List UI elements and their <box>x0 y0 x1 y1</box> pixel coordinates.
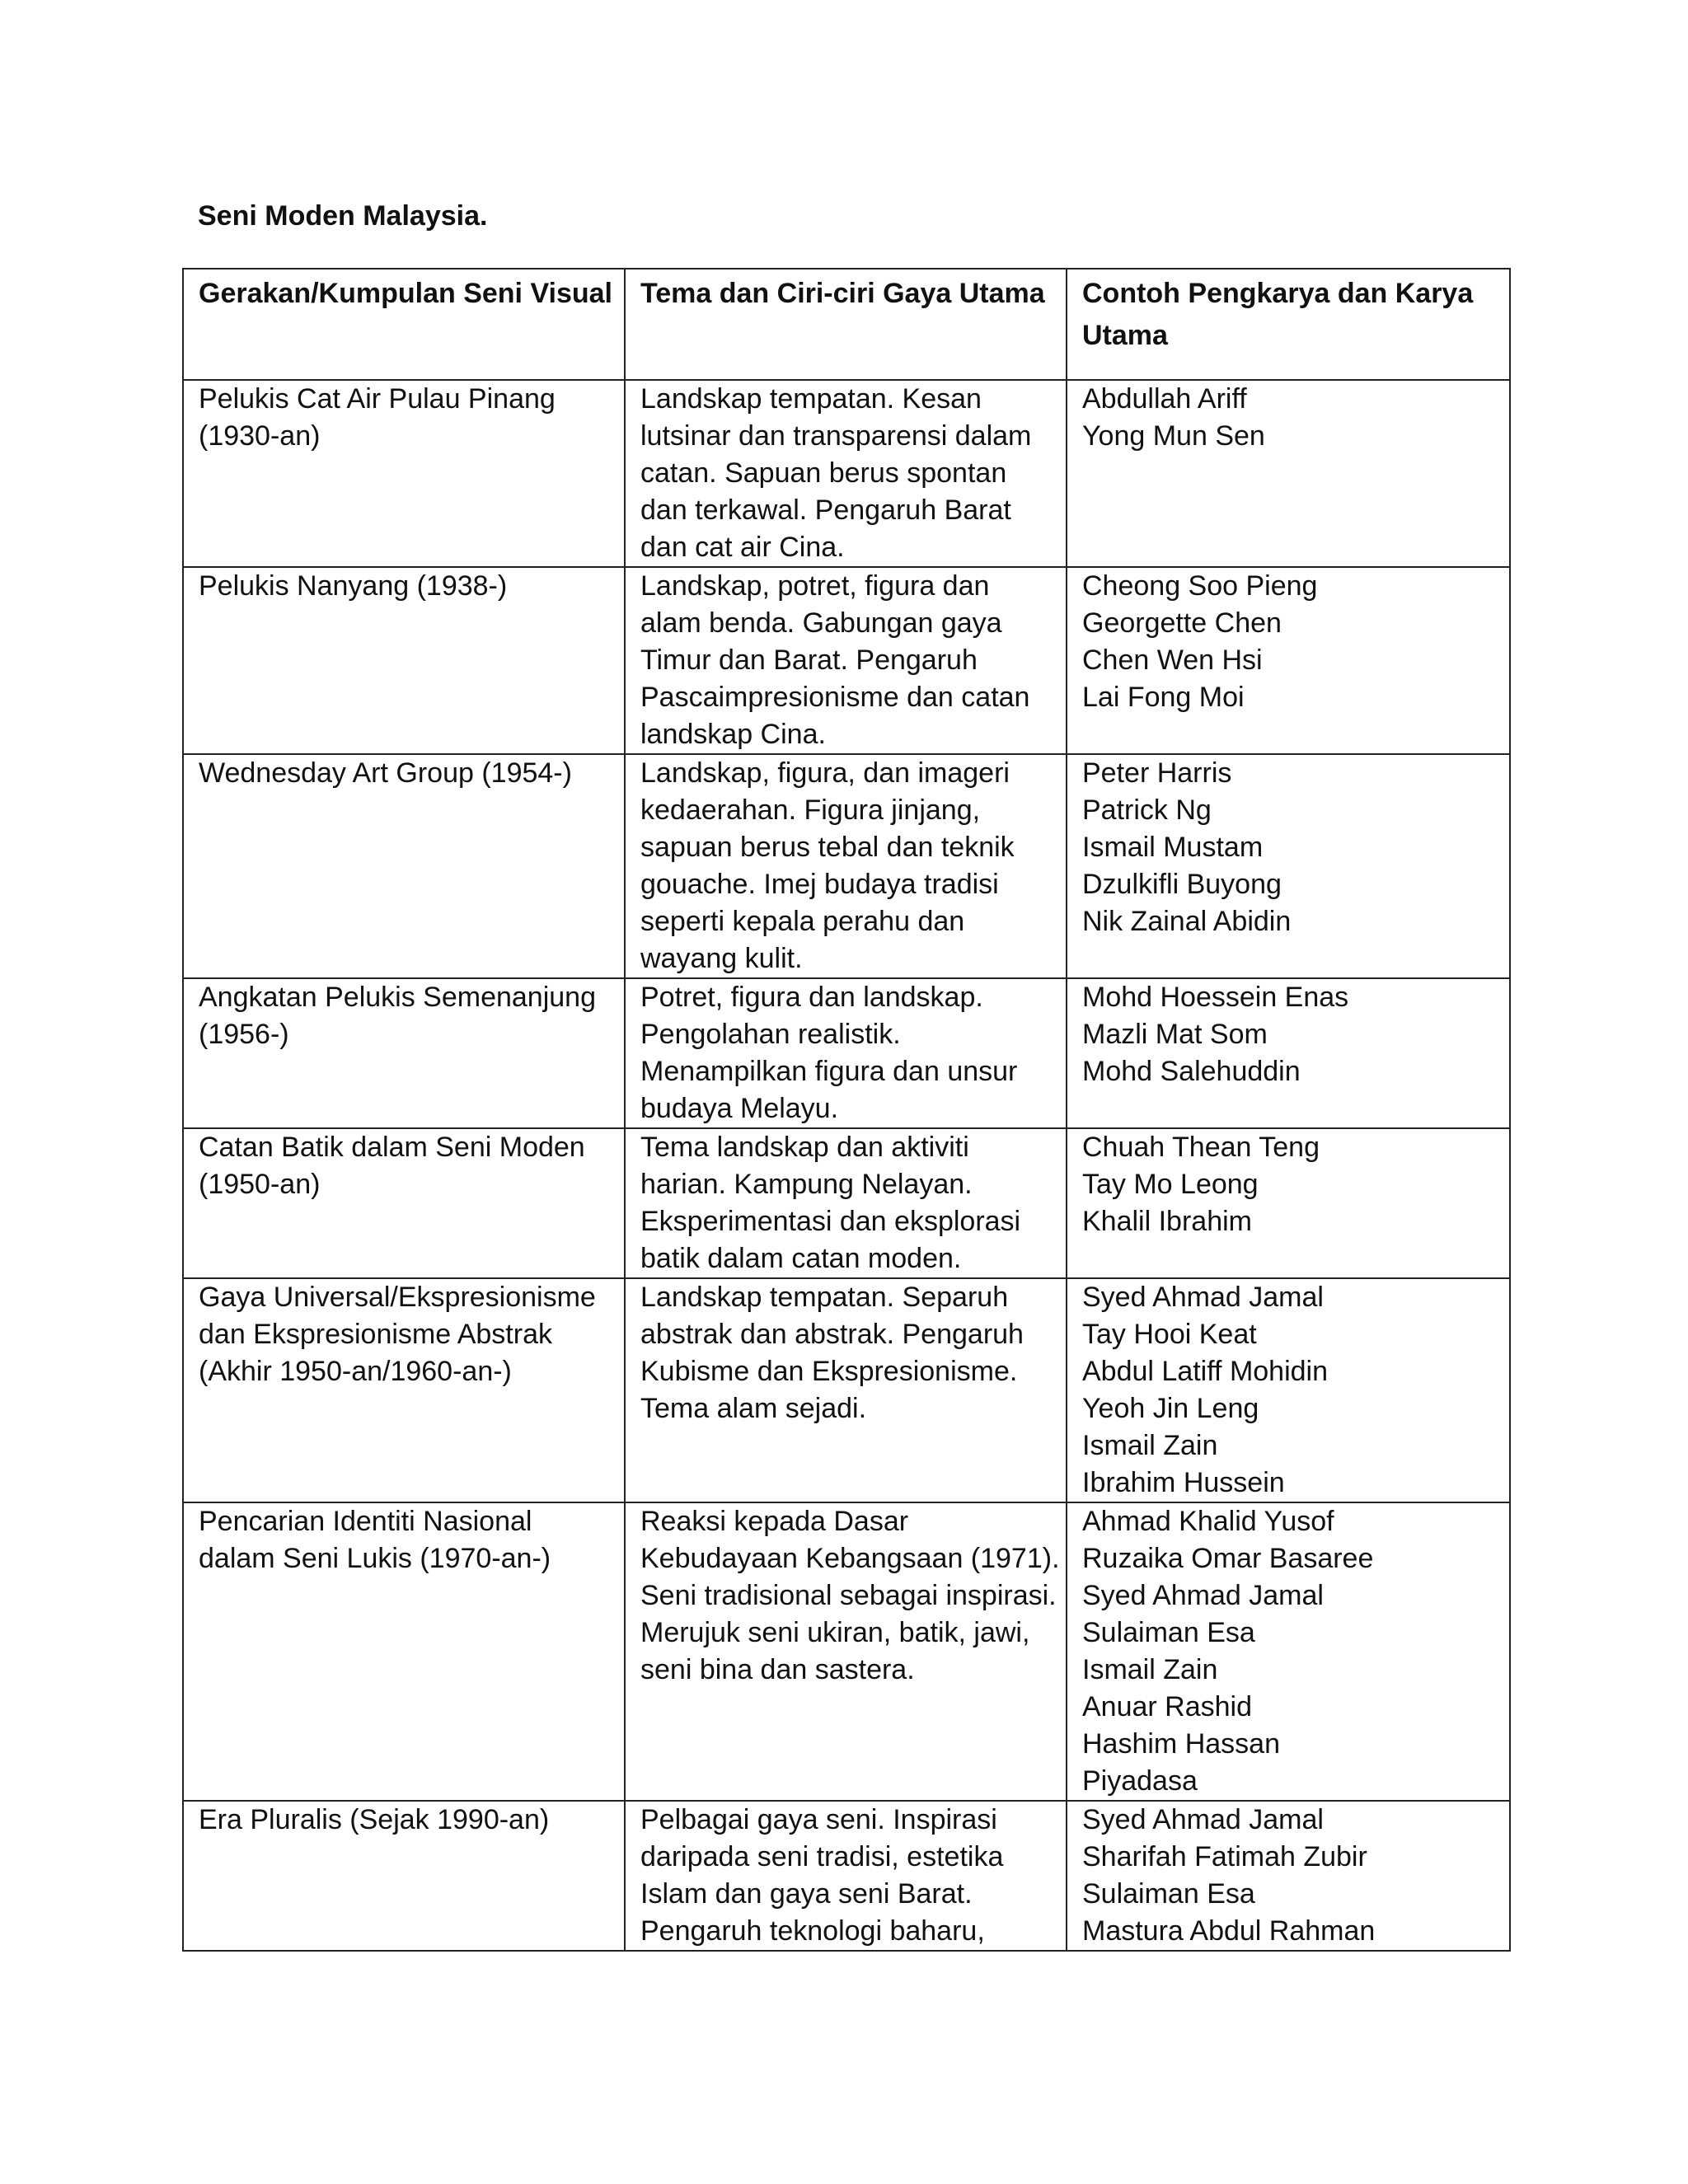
cell-line: daripada seni tradisi, estetika <box>640 1841 1004 1872</box>
cell-line: Tay Mo Leong <box>1082 1169 1259 1200</box>
cell-line: Ismail Zain <box>1082 1654 1218 1685</box>
cell-line: sapuan berus tebal dan teknik <box>640 832 1015 863</box>
cell-movement <box>183 978 625 1128</box>
cell-line: catan. Sapuan berus spontan <box>640 457 1007 489</box>
cell-line: Pascaimpresionisme dan catan <box>640 682 1030 713</box>
cell-line: Pengaruh teknologi baharu, <box>640 1915 985 1947</box>
cell-line: wayang kulit. <box>640 943 803 974</box>
cell-line: Lai Fong Moi <box>1082 682 1245 713</box>
cell-line: Ismail Mustam <box>1082 832 1264 863</box>
cell-line: Wednesday Art Group (1954-) <box>199 757 572 789</box>
table-row <box>183 380 1510 567</box>
cell-themes <box>625 1128 1067 1278</box>
cell-line: Khalil Ibrahim <box>1082 1206 1252 1237</box>
cell-artists <box>1067 567 1510 754</box>
cell-movement <box>183 1502 625 1801</box>
cell-line: (Akhir 1950-an/1960-an-) <box>199 1356 512 1387</box>
cell-line: Abdul Latiff Mohidin <box>1082 1356 1329 1387</box>
cell-line: Landskap tempatan. Separuh <box>640 1282 1009 1313</box>
cell-line: Eksperimentasi dan eksplorasi <box>640 1206 1021 1237</box>
cell-line: Pelukis Nanyang (1938-) <box>199 570 508 602</box>
cell-line: Tema alam sejadi. <box>640 1393 867 1424</box>
cell-movement <box>183 754 625 978</box>
header-themes <box>625 269 1067 380</box>
cell-line: (1950-an) <box>199 1169 321 1200</box>
table-row <box>183 754 1510 978</box>
cell-line: Yeoh Jin Leng <box>1082 1393 1259 1424</box>
cell-line: Mastura Abdul Rahman <box>1082 1915 1376 1947</box>
cell-line: Pencarian Identiti Nasional <box>199 1506 532 1537</box>
cell-themes <box>625 754 1067 978</box>
cell-line: Landskap, potret, figura dan <box>640 570 990 602</box>
cell-line: abstrak dan abstrak. Pengaruh <box>640 1319 1024 1350</box>
cell-line: Chuah Thean Teng <box>1082 1132 1320 1163</box>
cell-line: batik dalam catan moden. <box>640 1243 962 1274</box>
cell-line: alam benda. Gabungan gaya <box>640 607 1002 639</box>
cell-artists <box>1067 1801 1510 1951</box>
cell-line: Abdullah Ariff <box>1082 383 1247 415</box>
art-movements-table <box>182 268 1511 1952</box>
cell-line: (1930-an) <box>199 420 321 452</box>
cell-line: Syed Ahmad Jamal <box>1082 1580 1324 1611</box>
cell-line: Syed Ahmad Jamal <box>1082 1282 1324 1313</box>
header-line: Utama <box>1082 320 1168 351</box>
cell-line: Kubisme dan Ekspresionisme. <box>640 1356 1018 1387</box>
cell-artists <box>1067 1278 1510 1502</box>
cell-line: Timur dan Barat. Pengaruh <box>640 644 978 676</box>
cell-line: Era Pluralis (Sejak 1990-an) <box>199 1804 550 1835</box>
header-line: Tema dan Ciri-ciri Gaya Utama <box>640 278 1045 309</box>
cell-line: Tema landskap dan aktiviti <box>640 1132 969 1163</box>
cell-line: landskap Cina. <box>640 719 826 750</box>
cell-movement <box>183 1128 625 1278</box>
cell-line: Seni tradisional sebagai inspirasi. <box>640 1580 1057 1611</box>
cell-line: Piyadasa <box>1082 1765 1198 1797</box>
cell-line: Potret, figura dan landskap. <box>640 982 983 1013</box>
cell-artists <box>1067 380 1510 567</box>
cell-themes <box>625 1502 1067 1801</box>
page-title: Seni Moden Malaysia. <box>198 200 488 232</box>
header-line: Contoh Pengkarya dan Karya <box>1082 278 1474 309</box>
cell-line: Ahmad Khalid Yusof <box>1082 1506 1334 1537</box>
cell-line: Ibrahim Hussein <box>1082 1467 1285 1498</box>
cell-line: Dzulkifli Buyong <box>1082 869 1282 900</box>
cell-themes <box>625 1801 1067 1951</box>
cell-line: Sulaiman Esa <box>1082 1617 1255 1648</box>
cell-line: lutsinar dan transparensi dalam <box>640 420 1032 452</box>
cell-line: Landskap, figura, dan imageri <box>640 757 1010 789</box>
cell-line: dalam Seni Lukis (1970-an-) <box>199 1543 551 1574</box>
table-row <box>183 1801 1510 1951</box>
cell-line: (1956-) <box>199 1019 289 1050</box>
cell-line: Gaya Universal/Ekspresionisme <box>199 1282 596 1313</box>
cell-line: Syed Ahmad Jamal <box>1082 1804 1324 1835</box>
cell-line: Mazli Mat Som <box>1082 1019 1268 1050</box>
cell-line: Hashim Hassan <box>1082 1728 1280 1760</box>
cell-movement <box>183 380 625 567</box>
cell-line: kedaerahan. Figura jinjang, <box>640 794 981 826</box>
cell-line: Georgette Chen <box>1082 607 1282 639</box>
cell-line: Sharifah Fatimah Zubir <box>1082 1841 1367 1872</box>
cell-line: Ismail Zain <box>1082 1430 1218 1461</box>
cell-themes <box>625 567 1067 754</box>
cell-line: Kebudayaan Kebangsaan (1971). <box>640 1543 1060 1574</box>
cell-artists <box>1067 1128 1510 1278</box>
cell-line: Tay Hooi Keat <box>1082 1319 1257 1350</box>
cell-movement <box>183 567 625 754</box>
table-row <box>183 1502 1510 1801</box>
cell-themes <box>625 1278 1067 1502</box>
cell-line: Angkatan Pelukis Semenanjung <box>199 982 596 1013</box>
cell-line: dan Ekspresionisme Abstrak <box>199 1319 552 1350</box>
cell-line: Mohd Hoessein Enas <box>1082 982 1349 1013</box>
cell-line: Yong Mun Sen <box>1082 420 1265 452</box>
cell-line: Cheong Soo Pieng <box>1082 570 1318 602</box>
cell-line: Catan Batik dalam Seni Moden <box>199 1132 585 1163</box>
cell-line: Ruzaika Omar Basaree <box>1082 1543 1374 1574</box>
cell-line: Patrick Ng <box>1082 794 1212 826</box>
table-row <box>183 567 1510 754</box>
cell-line: Peter Harris <box>1082 757 1232 789</box>
cell-line: gouache. Imej budaya tradisi <box>640 869 999 900</box>
table-row <box>183 1128 1510 1278</box>
cell-line: seperti kepala perahu dan <box>640 906 965 937</box>
cell-movement <box>183 1801 625 1951</box>
cell-line: dan cat air Cina. <box>640 532 845 563</box>
cell-line: Mohd Salehuddin <box>1082 1056 1301 1087</box>
cell-line: Menampilkan figura dan unsur <box>640 1056 1018 1087</box>
cell-line: Pelukis Cat Air Pulau Pinang <box>199 383 556 415</box>
cell-line: Merujuk seni ukiran, batik, jawi, <box>640 1617 1030 1648</box>
cell-line: Pengolahan realistik. <box>640 1019 901 1050</box>
cell-line: Nik Zainal Abidin <box>1082 906 1292 937</box>
cell-movement <box>183 1278 625 1502</box>
table-row <box>183 1278 1510 1502</box>
cell-line: Landskap tempatan. Kesan <box>640 383 982 415</box>
header-line: Gerakan/Kumpulan Seni Visual <box>199 278 612 309</box>
cell-line: budaya Melayu. <box>640 1093 839 1124</box>
cell-artists <box>1067 754 1510 978</box>
cell-line: harian. Kampung Nelayan. <box>640 1169 973 1200</box>
cell-artists <box>1067 978 1510 1128</box>
cell-artists <box>1067 1502 1510 1801</box>
cell-line: dan terkawal. Pengaruh Barat <box>640 494 1011 526</box>
cell-line: Islam dan gaya seni Barat. <box>640 1878 973 1910</box>
table-row <box>183 978 1510 1128</box>
cell-line: Reaksi kepada Dasar <box>640 1506 909 1537</box>
table-header-row <box>183 269 1510 380</box>
cell-line: Pelbagai gaya seni. Inspirasi <box>640 1804 997 1835</box>
header-artists <box>1067 269 1510 380</box>
cell-line: Chen Wen Hsi <box>1082 644 1263 676</box>
header-movement <box>183 269 625 380</box>
cell-themes <box>625 978 1067 1128</box>
cell-line: seni bina dan sastera. <box>640 1654 915 1685</box>
cell-line: Anuar Rashid <box>1082 1691 1253 1722</box>
cell-themes <box>625 380 1067 567</box>
cell-line: Sulaiman Esa <box>1082 1878 1255 1910</box>
